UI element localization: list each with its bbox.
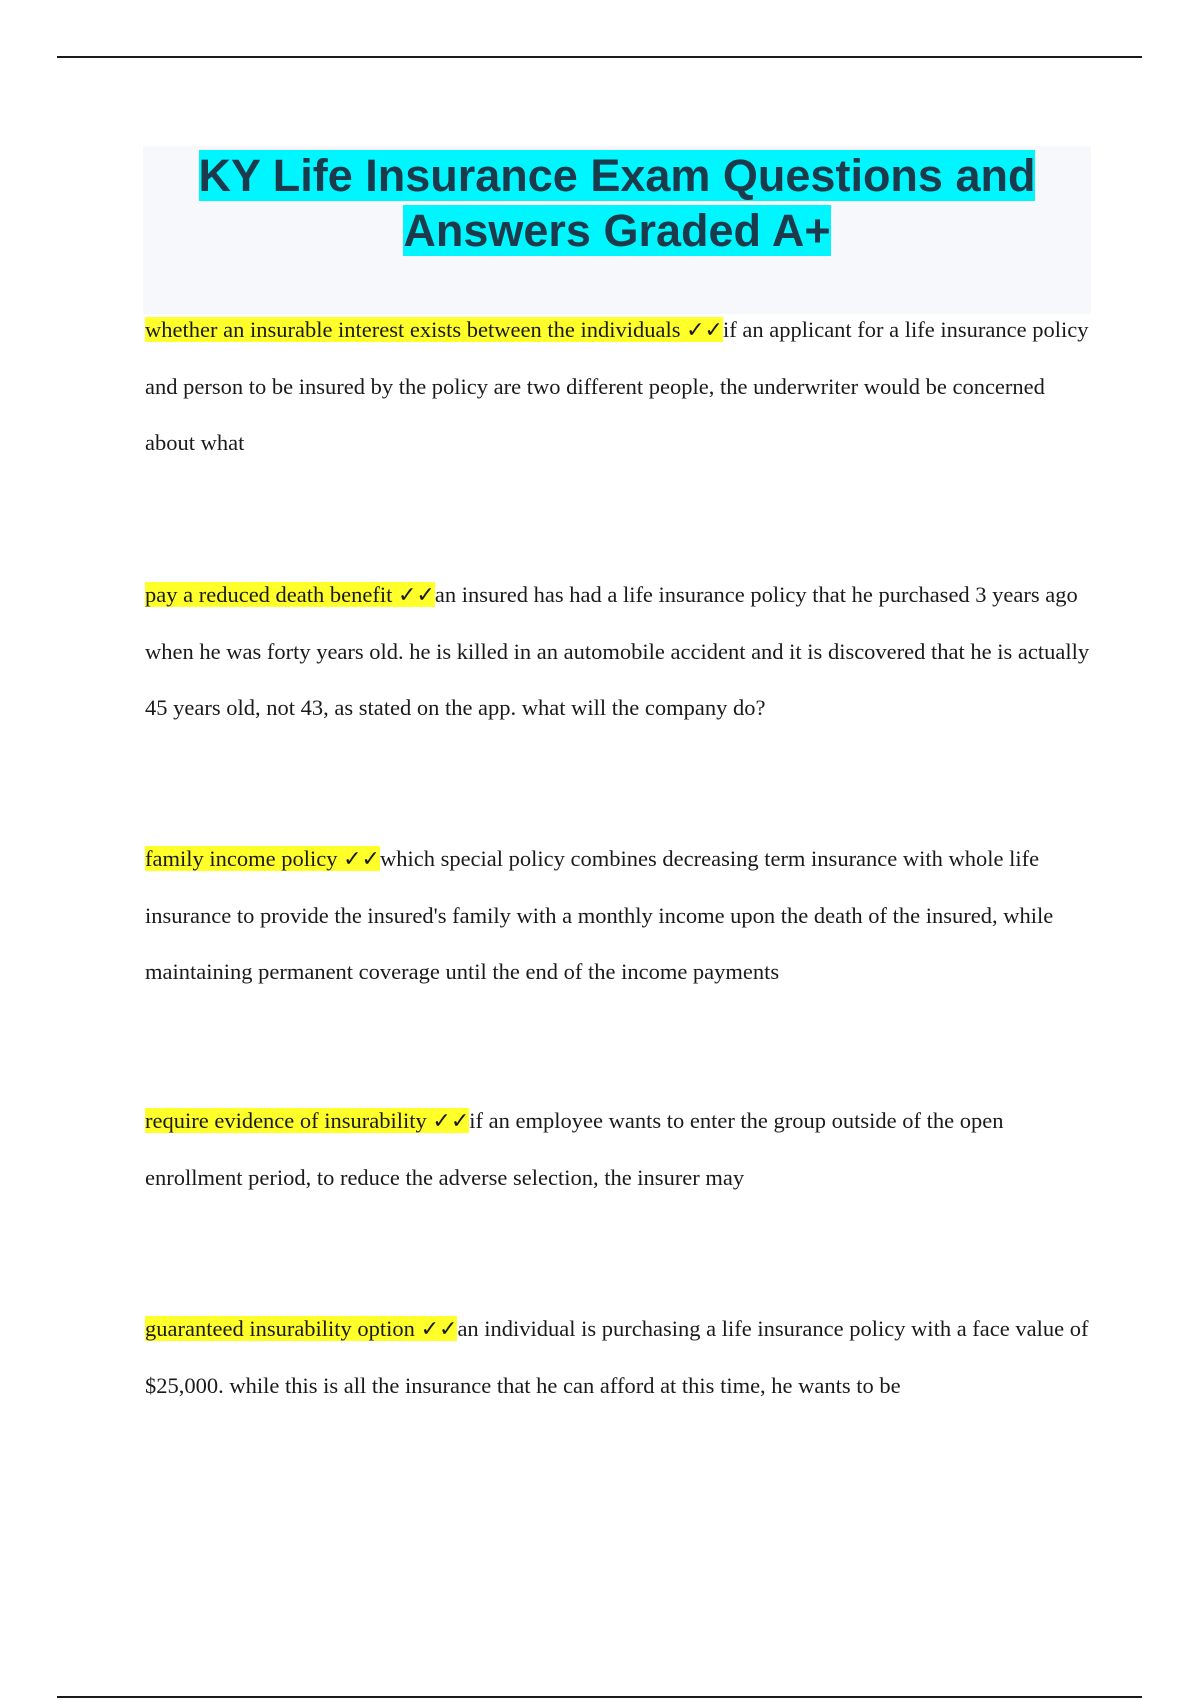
answer-text: require evidence of insurability	[145, 1108, 427, 1133]
double-check-icon: ✓✓	[420, 1317, 458, 1342]
title-block	[143, 146, 1091, 314]
bottom-rule	[57, 1696, 1142, 1698]
title-highlight: KY Life Insurance Exam Questions and Answers Graded A+	[198, 150, 1036, 256]
answer-text: family income policy	[145, 846, 338, 871]
answer-highlight	[145, 1316, 457, 1341]
double-check-icon: ✓✓	[343, 847, 380, 872]
document-title	[143, 146, 1091, 258]
qa-item	[145, 1301, 1095, 1414]
double-check-icon: ✓✓	[686, 318, 723, 343]
answer-highlight	[145, 317, 723, 342]
question-text: an insured has had a life insurance policy that he purchased 3 years ago when he was forty years old. he is killed in an automobile accident and it is discovered that he is actually 45 years old, not 43, as stated on the app. what will the company do?	[145, 582, 1090, 720]
question-text: which special policy combines decreasing term insurance with whole life insurance to provide the insured's family with a monthly income upon the death of the insured, while maintaining permanent coverage until the end of the income payments	[145, 846, 1054, 984]
qa-item	[145, 1093, 1095, 1206]
answer-highlight	[145, 846, 380, 871]
question-text: if an employee wants to enter the group outside of the open enrollment period, to reduce the adverse selection, the insurer may	[145, 1108, 1004, 1190]
answer-text: guaranteed insurability option	[145, 1316, 415, 1341]
qa-item	[145, 302, 1095, 471]
top-rule	[57, 56, 1142, 58]
question-text: an individual is purchasing a life insurance policy with a face value of $25,000. while this is all the insurance that he can afford at this time, he wants to be	[145, 1316, 1089, 1398]
double-check-icon: ✓✓	[398, 583, 435, 608]
question-text: if an applicant for a life insurance policy and person to be insured by the policy are two different people, the underwriter would be concerned about what	[145, 317, 1089, 455]
answer-text: pay a reduced death benefit	[145, 582, 393, 607]
double-check-icon: ✓✓	[432, 1109, 470, 1134]
answer-text: whether an insurable interest exists between the individuals	[145, 317, 681, 342]
qa-item	[145, 831, 1095, 1000]
answer-highlight	[145, 582, 435, 607]
answer-highlight	[145, 1108, 469, 1133]
qa-item	[145, 567, 1095, 736]
